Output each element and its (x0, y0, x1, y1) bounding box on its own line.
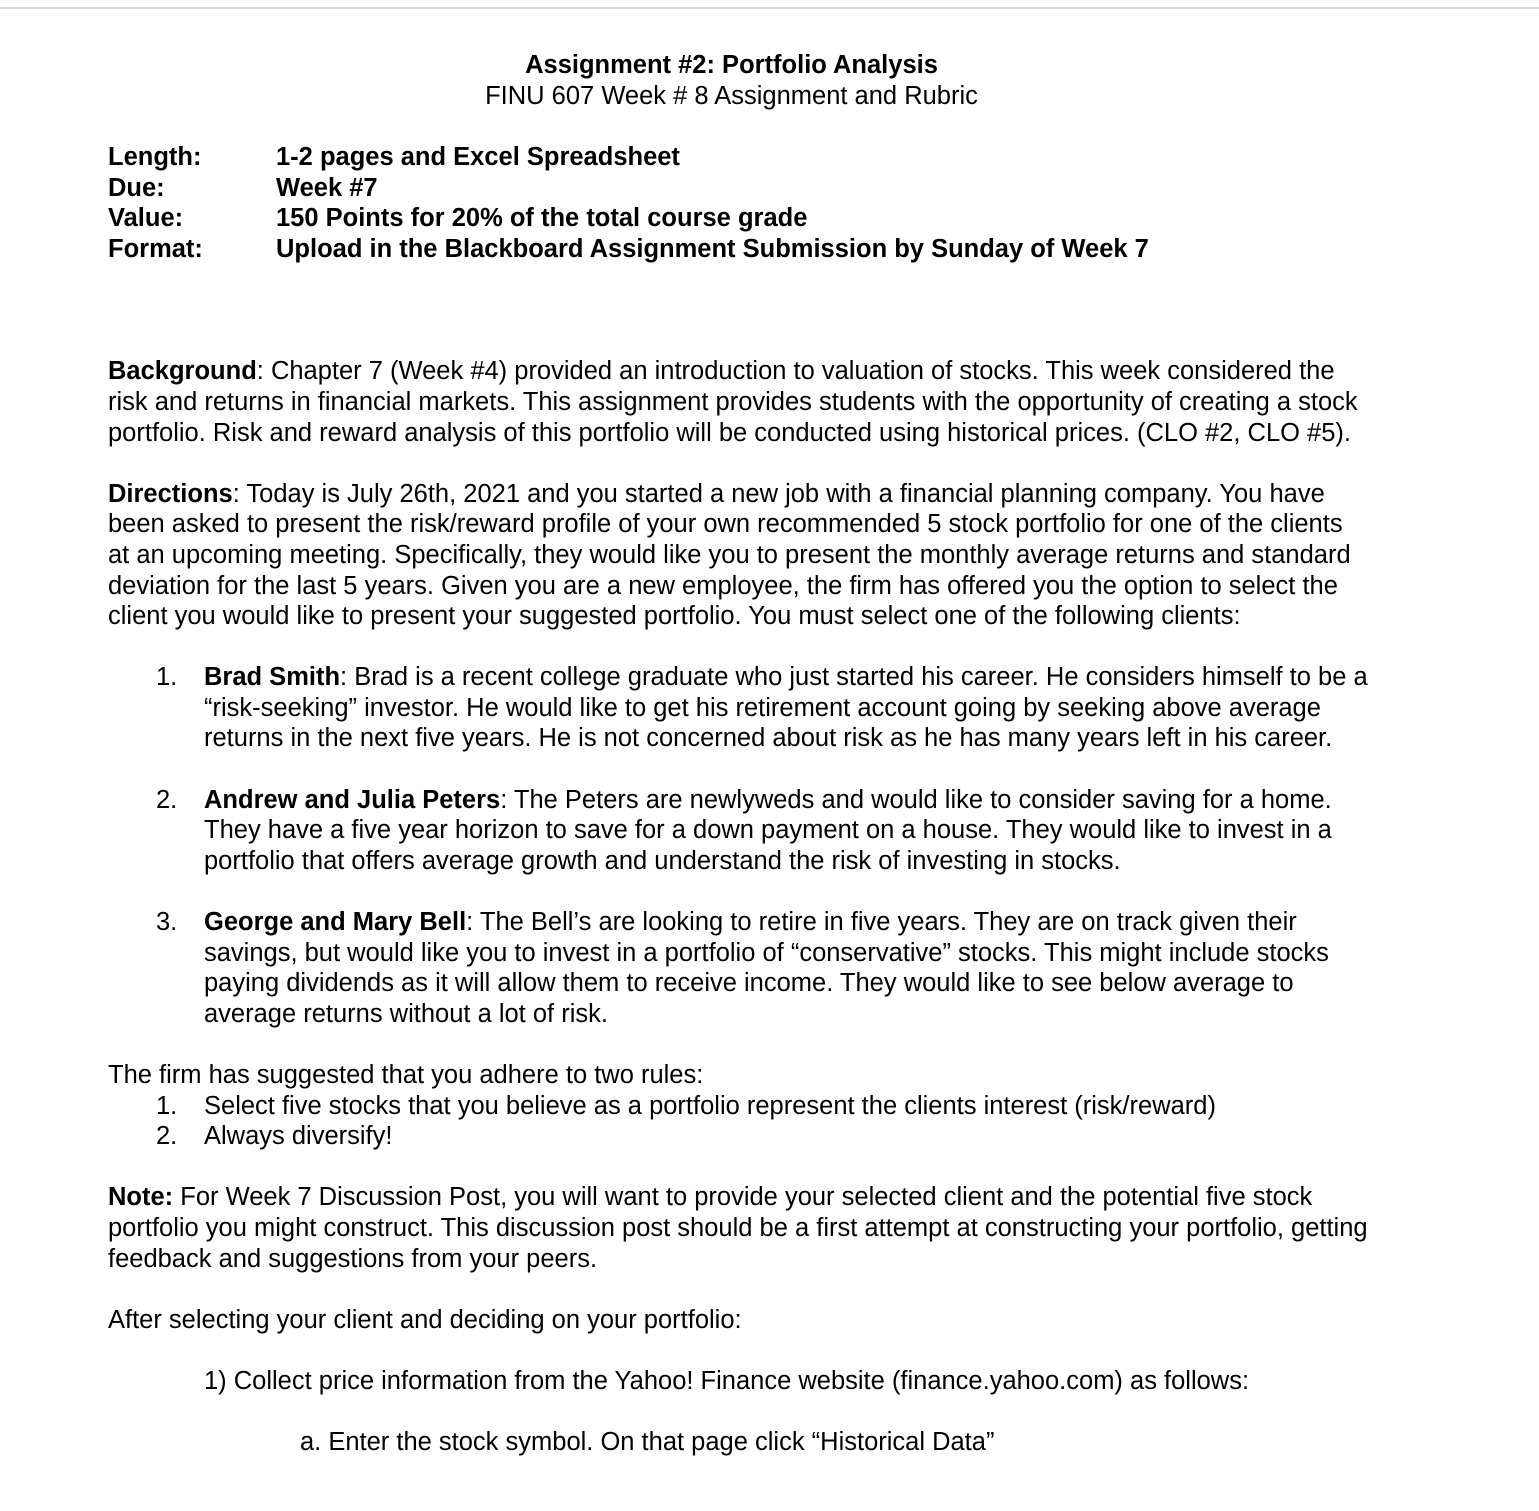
client-description (204, 662, 1368, 754)
list-number: 3. (156, 908, 178, 937)
list-item (108, 785, 1368, 877)
list-number: 1. (156, 1091, 178, 1120)
background-paragraph (108, 356, 1368, 448)
value-label: Value: (108, 204, 184, 233)
step-1a-text: a. Enter the stock symbol. On that page click “Historical Data” (300, 1428, 995, 1457)
client-name: George and Mary Bell (204, 908, 467, 937)
directions-text: : Today is July 26th, 2021 and you started a new job with a financial planning company. You have been asked to present the risk/reward profile of your own recommended 5 stock portfolio for one of the clients at an upcoming meeting. Specifically, they would like you to present the monthly average returns and standard deviation for the last 5 years. Given you are a new employee, the firm has offered you the option to select the client you would like to present your suggested portfolio. You must select one of the following clients: (108, 479, 1351, 631)
list-number: 1. (156, 663, 178, 692)
list-number: 2. (156, 1122, 178, 1151)
rule-text: Select five stocks that you believe as a portfolio represent the clients interest (risk/reward) (204, 1091, 1216, 1120)
client-name: Andrew and Julia Peters (204, 785, 501, 814)
client-text: : Brad is a recent college graduate who just started his career. He considers himself to be a “risk-seeking” investor. He would like to get his retirement account going by seeking above average returns in the next five years. He is not concerned about risk as he has many years left in his career. (204, 663, 1368, 753)
client-description (204, 785, 1368, 877)
background-heading: Background (108, 357, 257, 386)
after-selection-text: After selecting your client and deciding on your portfolio: (108, 1305, 742, 1334)
step-1-text: 1) Collect price information from the Yahoo! Finance website (finance.yahoo.com) as follows: (204, 1366, 1250, 1395)
due-value: Week #7 (276, 173, 378, 202)
meta-row-format (108, 234, 1368, 265)
note-paragraph (108, 1182, 1368, 1274)
list-number: 2. (156, 785, 178, 814)
page-top-border (0, 7, 1539, 9)
value-value: 150 Points for 20% of the total course grade (276, 204, 808, 233)
document-subtitle: FINU 607 Week # 8 Assignment and Rubric (485, 81, 978, 110)
list-item (108, 1091, 1368, 1122)
client-text: : The Peters are newlyweds and would like to consider saving for a home. They have a five year horizon to save for a down payment on a house. They would like to invest in a portfolio that offers average growth and understand the risk of investing in stocks. (204, 785, 1332, 875)
note-text: For Week 7 Discussion Post, you will want to provide your selected client and the potential five stock portfolio you might construct. This discussion post should be a first attempt at constructing your portfolio, getting feedback and suggestions from your peers. (108, 1183, 1368, 1273)
document-page (108, 50, 1368, 1458)
background-text: : Chapter 7 (Week #4) provided an introduction to valuation of stocks. This week considered the risk and returns in financial markets. This assignment provides students with the opportunity of creating a stock portfolio. Risk and reward analysis of this portfolio will be conducted using historical prices. (CLO #2, CLO #5). (108, 357, 1358, 447)
length-value: 1-2 pages and Excel Spreadsheet (276, 143, 680, 172)
assignment-details (108, 142, 1368, 264)
meta-row-length (108, 142, 1368, 173)
list-item (108, 662, 1368, 754)
list-item (108, 1121, 1368, 1152)
list-item (108, 907, 1368, 1029)
client-text: : The Bell’s are looking to retire in five years. They are on track given their savings, but would like you to invest in a portfolio of “conservative” stocks. This might include stocks paying dividends as it will allow them to receive income. They would like to see below average to average returns without a lot of risk. (204, 908, 1329, 1028)
title-block (108, 50, 1355, 111)
rules-intro: The firm has suggested that you adhere to two rules: (108, 1061, 704, 1090)
note-heading: Note: (108, 1183, 174, 1212)
directions-paragraph (108, 479, 1368, 632)
format-label: Format: (108, 234, 203, 263)
due-label: Due: (108, 173, 165, 202)
client-description (204, 907, 1368, 1029)
format-value: Upload in the Blackboard Assignment Submission by Sunday of Week 7 (276, 234, 1149, 263)
directions-heading: Directions (108, 479, 233, 508)
meta-row-value (108, 203, 1368, 234)
rules-list (108, 1091, 1368, 1152)
client-list (108, 662, 1368, 1029)
meta-row-due (108, 173, 1368, 204)
rule-text: Always diversify! (204, 1122, 393, 1151)
client-name: Brad Smith (204, 663, 341, 692)
length-label: Length: (108, 143, 202, 172)
document-title: Assignment #2: Portfolio Analysis (525, 51, 938, 79)
